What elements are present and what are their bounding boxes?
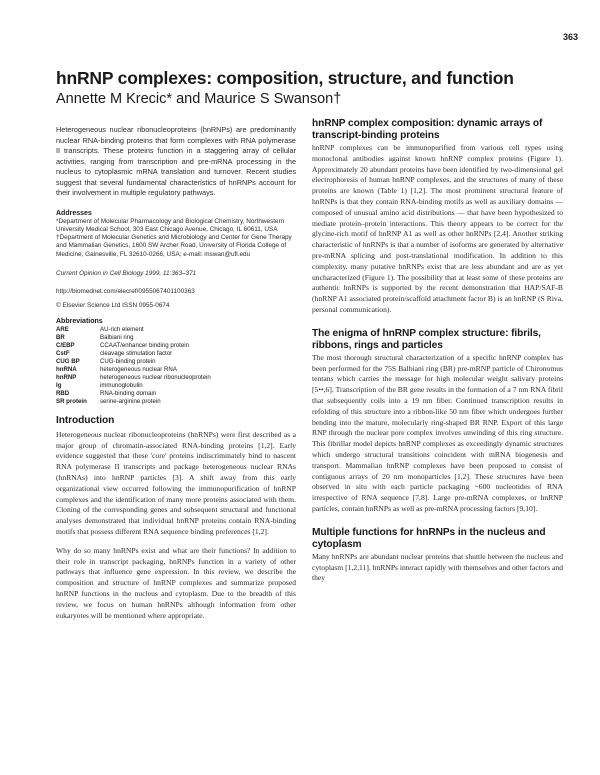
abbreviations-heading: Abbreviations — [56, 317, 103, 325]
copyright-line: © Elsevier Science Ltd ISSN 0955-0674 — [56, 301, 170, 309]
article-authors: Annette M Krecic* and Maurice S Swanson† — [56, 91, 342, 107]
journal-reference: Current Opinion in Cell Biology 1999, 11:363–371 — [56, 269, 197, 277]
introduction-paragraph-1: Heterogeneous nuclear ribonucleoproteins (hnRNPs) were first described as a major group of chromatin-associated RNA-binding proteins [1,2]. Early evidence suggested that these 'core' proteins indiscriminately bind to nascent RNA polymerase II transcripts and package heterogeneous nuclear RNAs (hnRNAs) into hnRNP particles [3]. A shift away from this early organizational view occurred following the immunopurification of hnRNP complexes and the identification of many more proteins associated with them. Cloning of the corresponding genes and subsequent structural and functional analyses demonstrated that individual hnRNP proteins contain RNA-binding motifs that possess different RNA sequence binding preferences [1,2]. — [56, 429, 296, 537]
abbreviation-row — [56, 342, 211, 350]
abbreviation-row — [56, 366, 211, 374]
abbreviation-meaning: Balbiani ring — [100, 333, 134, 341]
left-column — [56, 125, 296, 621]
right-column — [312, 118, 563, 584]
abbreviation-term: SR protein — [56, 397, 87, 405]
structure-paragraph: The most thorough structural characterization of a specific hnRNP complex has been performed for the 75S Balbiani ring (BR) pre-mRNP particle of Chironomus tentans which carries the message for high molecular weight salivary proteins [5••,6]. Transcription of the BR gene results in the formation of a 7 nm RNA fibril that subsequently coils into a 19 nm fiber. Continued transcription results in refolding of this structure into a ribbon-like 50 nm fiber which undergoes further bending into the mature, molecularly ring-shaped BR RNP. Export of this large RNP through the nuclear pore complex involves unwinding of this ring structure. This fibrillar model depicts hnRNP complexes as exceedingly dynamic structures which undergo structural transitions coincident with mRNA biogenesis and transport. Mammalian hnRNP complexes have been proposed to consist of contiguous arrays of 20 nm monoparticles [1,2]. These structures have been observed in situ with each particle packaging ~600 nucleotides of RNA irrespective of RNA sequence [7,8]. Large pre-mRNA complexes, or hnRNP particles, contain hnRNPs as well as pre-mRNA processing factors [9,10]. — [312, 352, 563, 513]
abbreviation-term: BR — [56, 333, 65, 341]
introduction-heading: Introduction — [56, 414, 115, 426]
abbreviation-meaning: RNA-binding domain — [100, 389, 157, 397]
functions-heading: Multiple functions for hnRNPs in the nucleus and cytoplasm — [312, 526, 546, 550]
abbreviation-row — [56, 390, 211, 398]
abbreviation-meaning: AU-rich element — [100, 325, 144, 333]
abbreviation-row — [56, 334, 211, 342]
abbreviation-term: ARE — [56, 325, 69, 333]
abbreviations-table — [56, 326, 211, 406]
composition-paragraph: hnRNP complexes can be immunopurified from various cell types using monoclonal antibodies against known hnRNP complex proteins (Figure 1). Approximately 20 abundant proteins have been identified by two-dimensional gel electrophoresis of human hnRNP complexes, and the structures of many of these proteins are known (Table 1) [1,2]. The most prominent structural feature of hnRNPs is that they contain RNA-binding motifs as well as auxiliary domains — composed of unusual amino acid distributions — that have been hypothesized to mediate protein–protein interactions. This theory appears to be correct for the glycine-rich motif of hnRNP A1 as well as other hnRNPs [2,4]. Another striking characteristic of hnRNPs is that a number of isoforms are generated by alternative pre-mRNA splicing and post-translational modification. In addition to this complexity, many putative hnRNPs exist that are less abundant and are as yet uncharacterized (Figure 1). The possibility that at least some of these proteins are authentic hnRNPs is supported by the recent demonstration that HAP/SAF-B (hnRNP A1 associated protein/scaffold attachment factor B) is an hnRNP (S Riva, personal communication). — [312, 143, 563, 314]
abbreviation-meaning: cleavage stimulation factor — [100, 349, 173, 357]
abbreviation-term: hnRNA — [56, 365, 77, 373]
abbreviation-term: RBD — [56, 389, 70, 397]
address-1: *Department of Molecular Pharmacology and Biological Chemistry, Northwestern University Medical School, 303 East Chicago Avenue, Chicago, IL 60611, USA — [56, 217, 285, 233]
abbreviation-row — [56, 326, 211, 334]
abbreviation-meaning: CCAAT/enhancer binding protein — [100, 341, 189, 349]
functions-paragraph: Many hnRNPs are abundant nuclear proteins that shuttle between the nucleus and cytoplasm [1,2,11]. hnRNPs interact rapidly with themselves and other factors and they — [312, 551, 563, 583]
doi-link[interactable]: http://biomednet.com/elecref/0955067401100363 — [56, 288, 195, 296]
article-title: hnRNP complexes: composition, structure, and function — [56, 68, 514, 88]
abbreviation-row — [56, 350, 211, 358]
abstract: Heterogeneous nuclear ribonucleoproteins (hnRNPs) are predominantly nuclear RNA-binding proteins that form complexes with RNA polymerase II transcripts. These proteins function in a staggering array of cellular activities, ranging from transcription and pre-mRNA processing in the nucleus to cytoplasmic mRNA translation and turnover. Recent studies suggest that several fundamental characteristics of hnRNPs account for their involvement in multiple regulatory pathways. — [56, 125, 296, 197]
abbreviation-meaning: CUG-binding protein — [100, 357, 156, 365]
abbreviation-row — [56, 382, 211, 390]
abbreviation-term: C/EBP — [56, 341, 75, 349]
abbreviation-term: CstF — [56, 349, 70, 357]
abbreviation-meaning: heterogeneous nuclear ribonucleoprotein — [100, 373, 211, 381]
abbreviation-row — [56, 358, 211, 366]
abbreviation-term: hnRNP — [56, 373, 77, 381]
composition-heading: hnRNP complex composition: dynamic arrays of transcript-binding proteins — [312, 118, 543, 141]
abbreviation-term: CUG BP — [56, 357, 80, 365]
abbreviation-meaning: heterogeneous nuclear RNA — [100, 365, 177, 373]
abbreviation-row — [56, 374, 211, 382]
abbreviation-meaning: immunoglobulin — [100, 381, 143, 389]
page-number: 363 — [562, 32, 578, 42]
abbreviation-meaning: serine-arginine protein — [100, 397, 161, 405]
abbreviation-row — [56, 398, 211, 406]
address-2: †Department of Molecular Genetics and Microbiology and Center for Gene Therapy and Mammalian Genetics, 1600 SW Archer Road, University of Florida College of Medicine, Gainesville, FL 32610-0266, USA; e-mail: mswan@ufl.edu — [56, 234, 292, 258]
abbreviation-term: Ig — [56, 381, 62, 389]
introduction-paragraph-2: Why do so many hnRNPs exist and what are their functions? In addition to their role in transcript packaging, hnRNPs function in a variety of other pathways that influence gene expression. In this review, we describe the composition and structure of hnRNP complexes and summarize proposed hnRNP functions in the nucleus and cytoplasm. Due to the breadth of this review, we focus on human hnRNPs although information from other eukaryotes will be mentioned where appropriate. — [56, 545, 296, 620]
structure-heading: The enigma of hnRNP complex structure: fibrils, ribbons, rings and particles — [312, 327, 541, 351]
addresses-heading: Addresses — [56, 209, 92, 217]
